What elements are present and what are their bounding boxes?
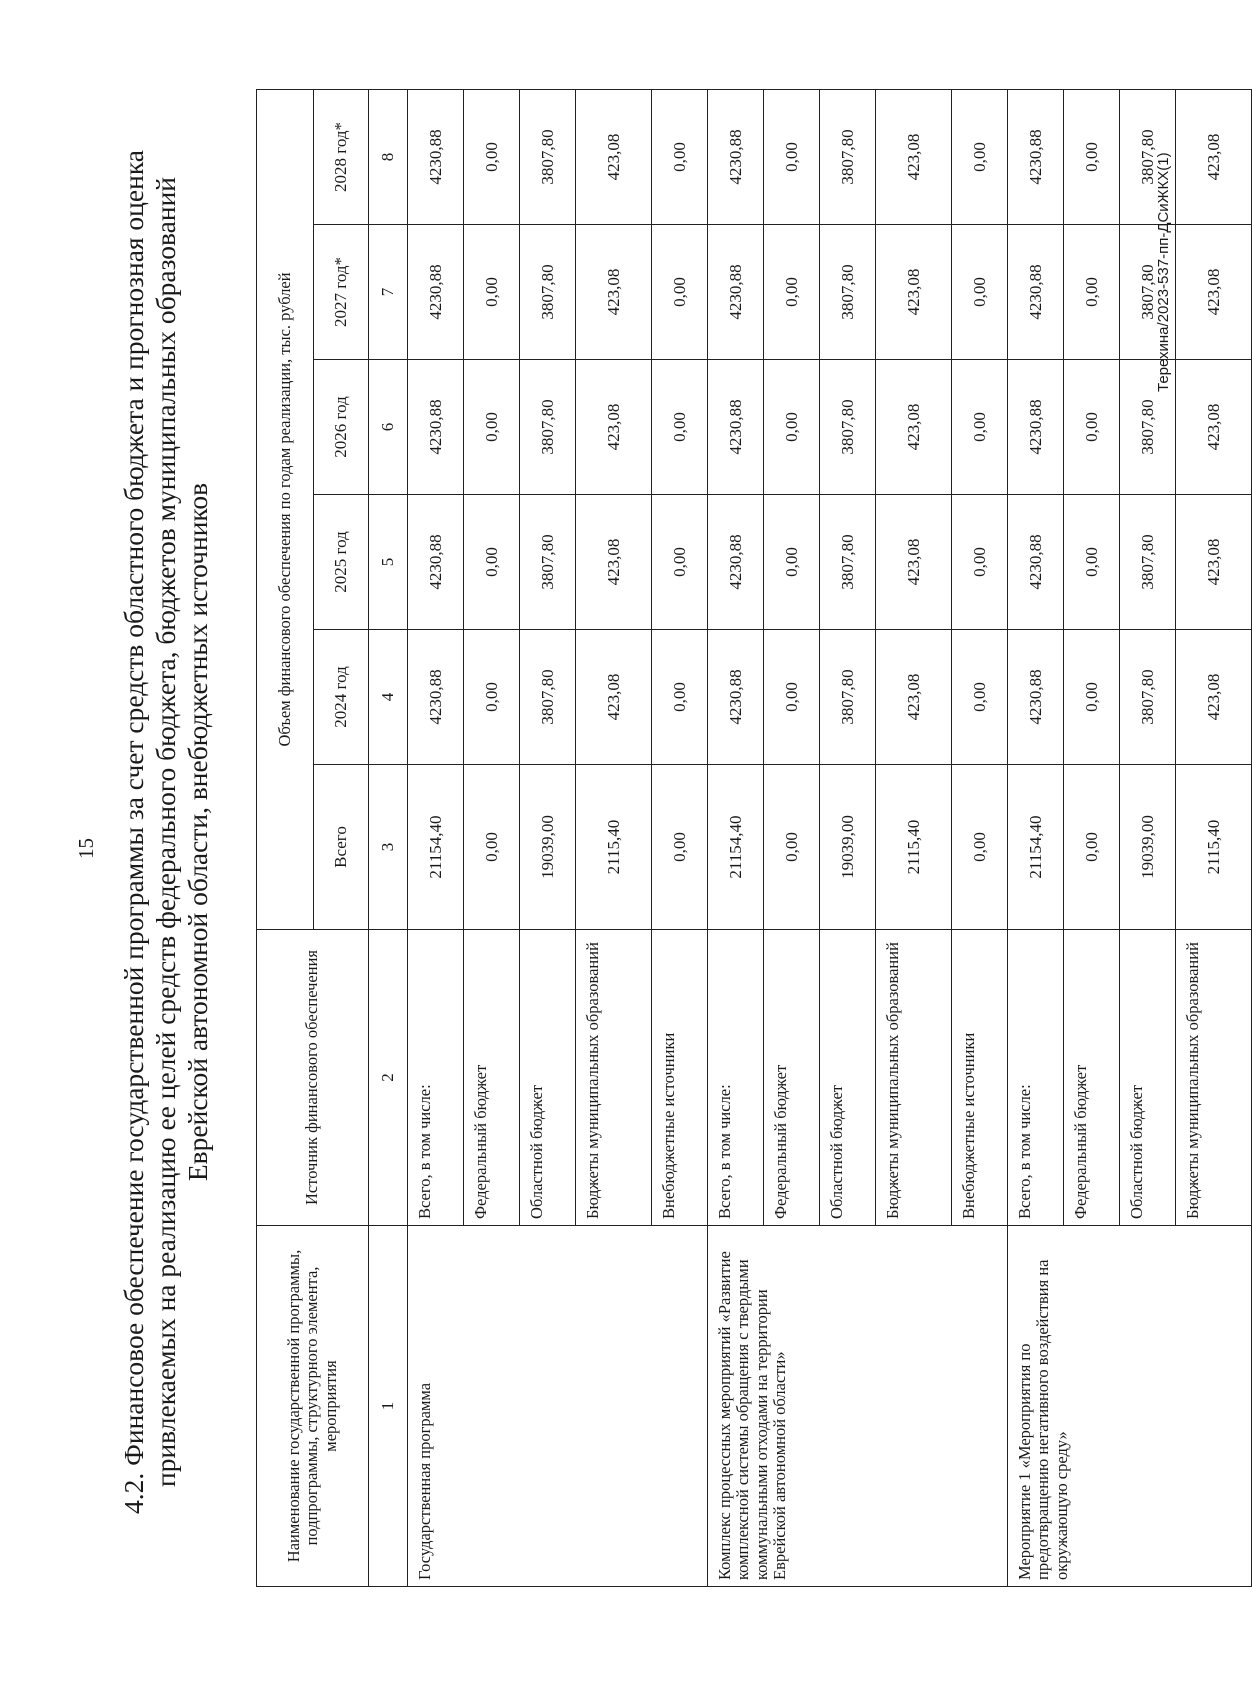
value-cell: 423,08 [876, 630, 952, 765]
value-cell: 0,00 [952, 89, 1008, 224]
value-cell: 0,00 [464, 630, 520, 765]
value-cell: 0,00 [1064, 630, 1120, 765]
source-cell: Федеральный бюджет [764, 930, 820, 1226]
source-cell: Бюджеты муниципальных образований [876, 930, 952, 1226]
value-cell: 4230,88 [708, 630, 764, 765]
value-cell: 0,00 [1064, 225, 1120, 360]
value-cell: 21154,40 [708, 765, 764, 930]
table-row [1008, 89, 1064, 1586]
header-year-total: Всего [314, 765, 369, 930]
value-cell: 0,00 [464, 765, 520, 930]
value-cell: 423,08 [876, 89, 952, 224]
source-cell: Внебюджетные источники [952, 930, 1008, 1226]
value-cell: 21154,40 [408, 765, 464, 930]
financing-table [256, 89, 1252, 1587]
value-cell: 0,00 [1064, 89, 1120, 224]
value-cell: 423,08 [1176, 360, 1252, 495]
value-cell: 0,00 [1064, 360, 1120, 495]
col-number: 3 [369, 765, 408, 930]
value-cell: 3807,80 [520, 360, 576, 495]
value-cell: 0,00 [952, 360, 1008, 495]
value-cell: 4230,88 [708, 89, 764, 224]
value-cell: 0,00 [764, 89, 820, 224]
value-cell: 0,00 [952, 225, 1008, 360]
source-cell: Областной бюджет [520, 930, 576, 1226]
value-cell: 4230,88 [1008, 89, 1064, 224]
value-cell: 0,00 [464, 360, 520, 495]
value-cell: 0,00 [652, 765, 708, 930]
value-cell: 423,08 [876, 225, 952, 360]
value-cell: 423,08 [1176, 630, 1252, 765]
value-cell: 423,08 [1176, 495, 1252, 630]
value-cell: 423,08 [1176, 225, 1252, 360]
col-number: 4 [369, 630, 408, 765]
value-cell: 3807,80 [520, 495, 576, 630]
col-number: 5 [369, 495, 408, 630]
value-cell: 4230,88 [1008, 360, 1064, 495]
value-cell: 3807,80 [520, 630, 576, 765]
value-cell: 3807,80 [520, 225, 576, 360]
source-cell: Областной бюджет [1120, 930, 1176, 1226]
source-cell: Бюджеты муниципальных образований [1176, 930, 1252, 1226]
header-volume: Объем финансового обеспечения по годам реализации, тыс. рублей [257, 89, 314, 929]
value-cell: 4230,88 [708, 225, 764, 360]
col-number: 2 [369, 930, 408, 1226]
value-cell: 0,00 [464, 225, 520, 360]
heading-line-2: привлекаемых на реализацию ее целей средств федерального бюджета, бюджетов муниципальных образований [150, 176, 181, 1488]
value-cell: 3807,80 [820, 630, 876, 765]
header-year-2025: 2025 год [314, 495, 369, 630]
value-cell: 423,08 [576, 89, 652, 224]
value-cell: 19039,00 [520, 765, 576, 930]
source-cell: Федеральный бюджет [1064, 930, 1120, 1226]
value-cell: 4230,88 [408, 360, 464, 495]
header-source: Источник финансового обеспечения [257, 930, 369, 1226]
header-year-2026: 2026 год [314, 360, 369, 495]
value-cell: 2115,40 [1176, 765, 1252, 930]
value-cell: 423,08 [576, 495, 652, 630]
value-cell: 0,00 [764, 360, 820, 495]
value-cell: 4230,88 [408, 225, 464, 360]
value-cell: 4230,88 [1008, 225, 1064, 360]
value-cell: 0,00 [652, 360, 708, 495]
value-cell: 0,00 [1064, 495, 1120, 630]
value-cell: 423,08 [1176, 89, 1252, 224]
item-name-cell: Мероприятие 1 «Мероприятия по предотвращению негативного воздействия на окружающую среду» [1008, 1226, 1252, 1587]
value-cell: 4230,88 [408, 630, 464, 765]
value-cell: 423,08 [576, 360, 652, 495]
value-cell: 3807,80 [1120, 630, 1176, 765]
value-cell: 0,00 [464, 495, 520, 630]
value-cell: 4230,88 [408, 89, 464, 224]
value-cell: 423,08 [576, 630, 652, 765]
col-number: 7 [369, 225, 408, 360]
source-cell: Всего, в том числе: [408, 930, 464, 1226]
document-heading [118, 82, 214, 1582]
value-cell: 0,00 [952, 765, 1008, 930]
value-cell: 3807,80 [820, 360, 876, 495]
value-cell: 3807,80 [1120, 89, 1176, 224]
value-cell: 0,00 [652, 89, 708, 224]
source-cell: Всего, в том числе: [708, 930, 764, 1226]
header-year-2024: 2024 год [314, 630, 369, 765]
value-cell: 423,08 [576, 225, 652, 360]
col-number: 1 [369, 1226, 408, 1587]
source-cell: Федеральный бюджет [464, 930, 520, 1226]
value-cell: 423,08 [876, 360, 952, 495]
value-cell: 423,08 [876, 495, 952, 630]
value-cell: 3807,80 [820, 495, 876, 630]
col-number: 8 [369, 89, 408, 224]
source-cell: Всего, в том числе: [1008, 930, 1064, 1226]
header-year-2027: 2027 год* [314, 225, 369, 360]
value-cell: 4230,88 [1008, 630, 1064, 765]
value-cell: 0,00 [952, 495, 1008, 630]
value-cell: 0,00 [652, 495, 708, 630]
value-cell: 4230,88 [408, 495, 464, 630]
heading-line-3: Еврейской автономной области, внебюджетных источников [182, 482, 213, 1182]
value-cell: 19039,00 [820, 765, 876, 930]
value-cell: 0,00 [764, 225, 820, 360]
source-cell: Бюджеты муниципальных образований [576, 930, 652, 1226]
value-cell: 4230,88 [708, 495, 764, 630]
table-body [408, 89, 1252, 1586]
value-cell: 2115,40 [576, 765, 652, 930]
value-cell: 0,00 [952, 630, 1008, 765]
table-row [408, 89, 464, 1586]
value-cell: 3807,80 [820, 89, 876, 224]
col-number: 6 [369, 360, 408, 495]
value-cell: 21154,40 [1008, 765, 1064, 930]
value-cell: 0,00 [652, 630, 708, 765]
source-cell: Областной бюджет [820, 930, 876, 1226]
value-cell: 2115,40 [876, 765, 952, 930]
document-footer: Терехина/2023-537-пп-ДСиЖКХ(1) [1155, 152, 1172, 392]
header-name: Наименование государственной программы, подпрограммы, структурного элемента, мероприятия [257, 1226, 369, 1587]
heading-line-1: 4.2. Финансовое обеспечение государственной программы за счет средств областного бюджета и прогнозная оценка [118, 150, 149, 1514]
value-cell: 3807,80 [1120, 360, 1176, 495]
value-cell: 0,00 [764, 765, 820, 930]
value-cell: 0,00 [764, 630, 820, 765]
page-number: 15 [74, 838, 98, 859]
value-cell: 0,00 [1064, 765, 1120, 930]
value-cell: 0,00 [464, 89, 520, 224]
value-cell: 3807,80 [820, 225, 876, 360]
value-cell: 4230,88 [708, 360, 764, 495]
value-cell: 19039,00 [1120, 765, 1176, 930]
item-name-cell: Государственная программа [408, 1226, 708, 1587]
value-cell: 0,00 [652, 225, 708, 360]
item-name-cell: Комплекс процессных мероприятий «Развитие комплексной системы обращения с твердыми коммунальными отходами на территории Еврейской автономной области» [708, 1226, 1008, 1587]
value-cell: 3807,80 [1120, 495, 1176, 630]
value-cell: 3807,80 [1120, 225, 1176, 360]
header-year-2028: 2028 год* [314, 89, 369, 224]
value-cell: 0,00 [764, 495, 820, 630]
source-cell: Внебюджетные источники [652, 930, 708, 1226]
table-row [708, 89, 764, 1586]
value-cell: 4230,88 [1008, 495, 1064, 630]
value-cell: 3807,80 [520, 89, 576, 224]
